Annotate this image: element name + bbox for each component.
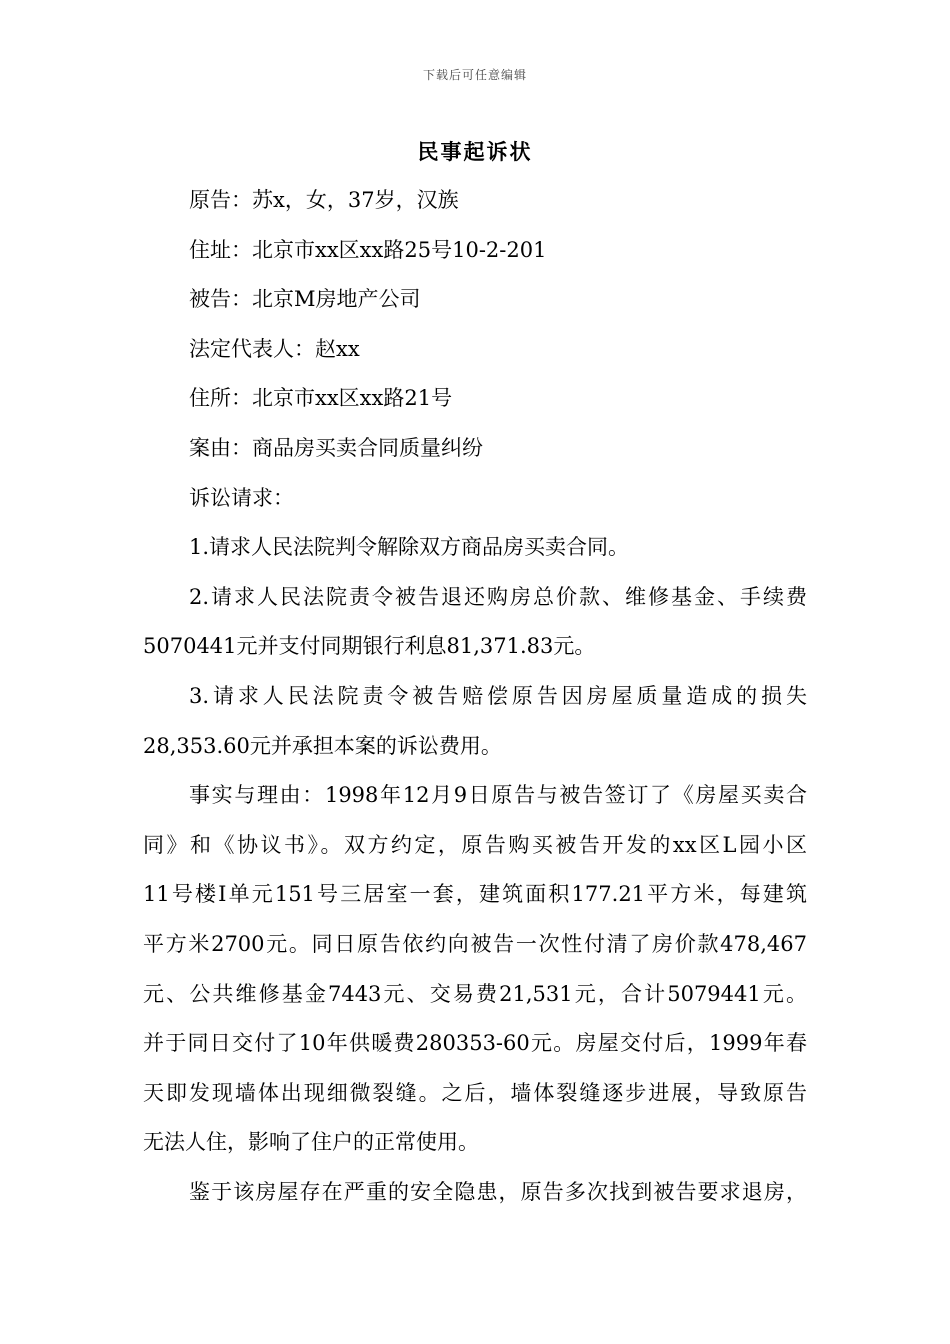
claim-1-line: 1.请求人民法院判令解除双方商品房买卖合同。 bbox=[189, 535, 630, 560]
plaintiff-address-line: 住址：北京市xx区xx路25号10-2-201 bbox=[189, 237, 547, 262]
cause-of-action-line: 案由：商品房买卖合同质量纠纷 bbox=[189, 435, 483, 460]
claim-3-line-2: 28,353.60元并承担本案的诉讼费用。 bbox=[143, 733, 502, 758]
claim-2-line-1: 2.请求人民法院责令被告退还购房总价款、维修基金、手续费 bbox=[189, 584, 807, 609]
facts-line-4: 平方米2700元。同日原告依约向被告一次性付清了房价款478,467 bbox=[143, 931, 807, 956]
page-header-note: 下载后可任意编辑 bbox=[422, 68, 527, 82]
defendant-address-line: 住所：北京市xx区xx路21号 bbox=[189, 386, 453, 411]
facts-line-3: 11号楼I单元151号三居室一套，建筑面积177.21平方米，每建筑 bbox=[143, 882, 807, 907]
facts-line-7: 天即发现墙体出现细微裂缝。之后，墙体裂缝逐步进展，导致原告 bbox=[143, 1080, 807, 1105]
facts-line-6: 并于同日交付了10年供暖费280353-60元。房屋交付后，1999年春 bbox=[143, 1031, 807, 1056]
facts-line-2: 同》和《协议书》。双方约定，原告购买被告开发的xx区L园小区 bbox=[143, 832, 807, 857]
claim-2-line-2: 5070441元并支付同期银行利息81,371.83元。 bbox=[143, 634, 596, 659]
claims-heading: 诉讼请求： bbox=[189, 485, 294, 510]
document-body bbox=[143, 176, 807, 1217]
followup-line-1: 鉴于该房屋存在严重的安全隐患，原告多次找到被告要求退房， bbox=[189, 1179, 807, 1204]
defendant-line: 被告：北京M房地产公司 bbox=[189, 287, 421, 312]
legal-representative-line: 法定代表人：赵xx bbox=[189, 336, 360, 361]
document-title: 民事起诉状 bbox=[417, 139, 533, 164]
facts-line-1: 事实与理由：1998年12月9日原告与被告签订了《房屋买卖合 bbox=[189, 783, 807, 808]
facts-line-8: 无法人住，影响了住户的正常使用。 bbox=[143, 1130, 479, 1155]
claim-3-line-1: 3.请求人民法院责令被告赔偿原告因房屋质量造成的损失 bbox=[189, 683, 807, 708]
plaintiff-line: 原告：苏x，女，37岁，汉族 bbox=[189, 188, 459, 212]
facts-line-5: 元、公共维修基金7443元、交易费21,531元，合计5079441元。 bbox=[143, 981, 807, 1006]
